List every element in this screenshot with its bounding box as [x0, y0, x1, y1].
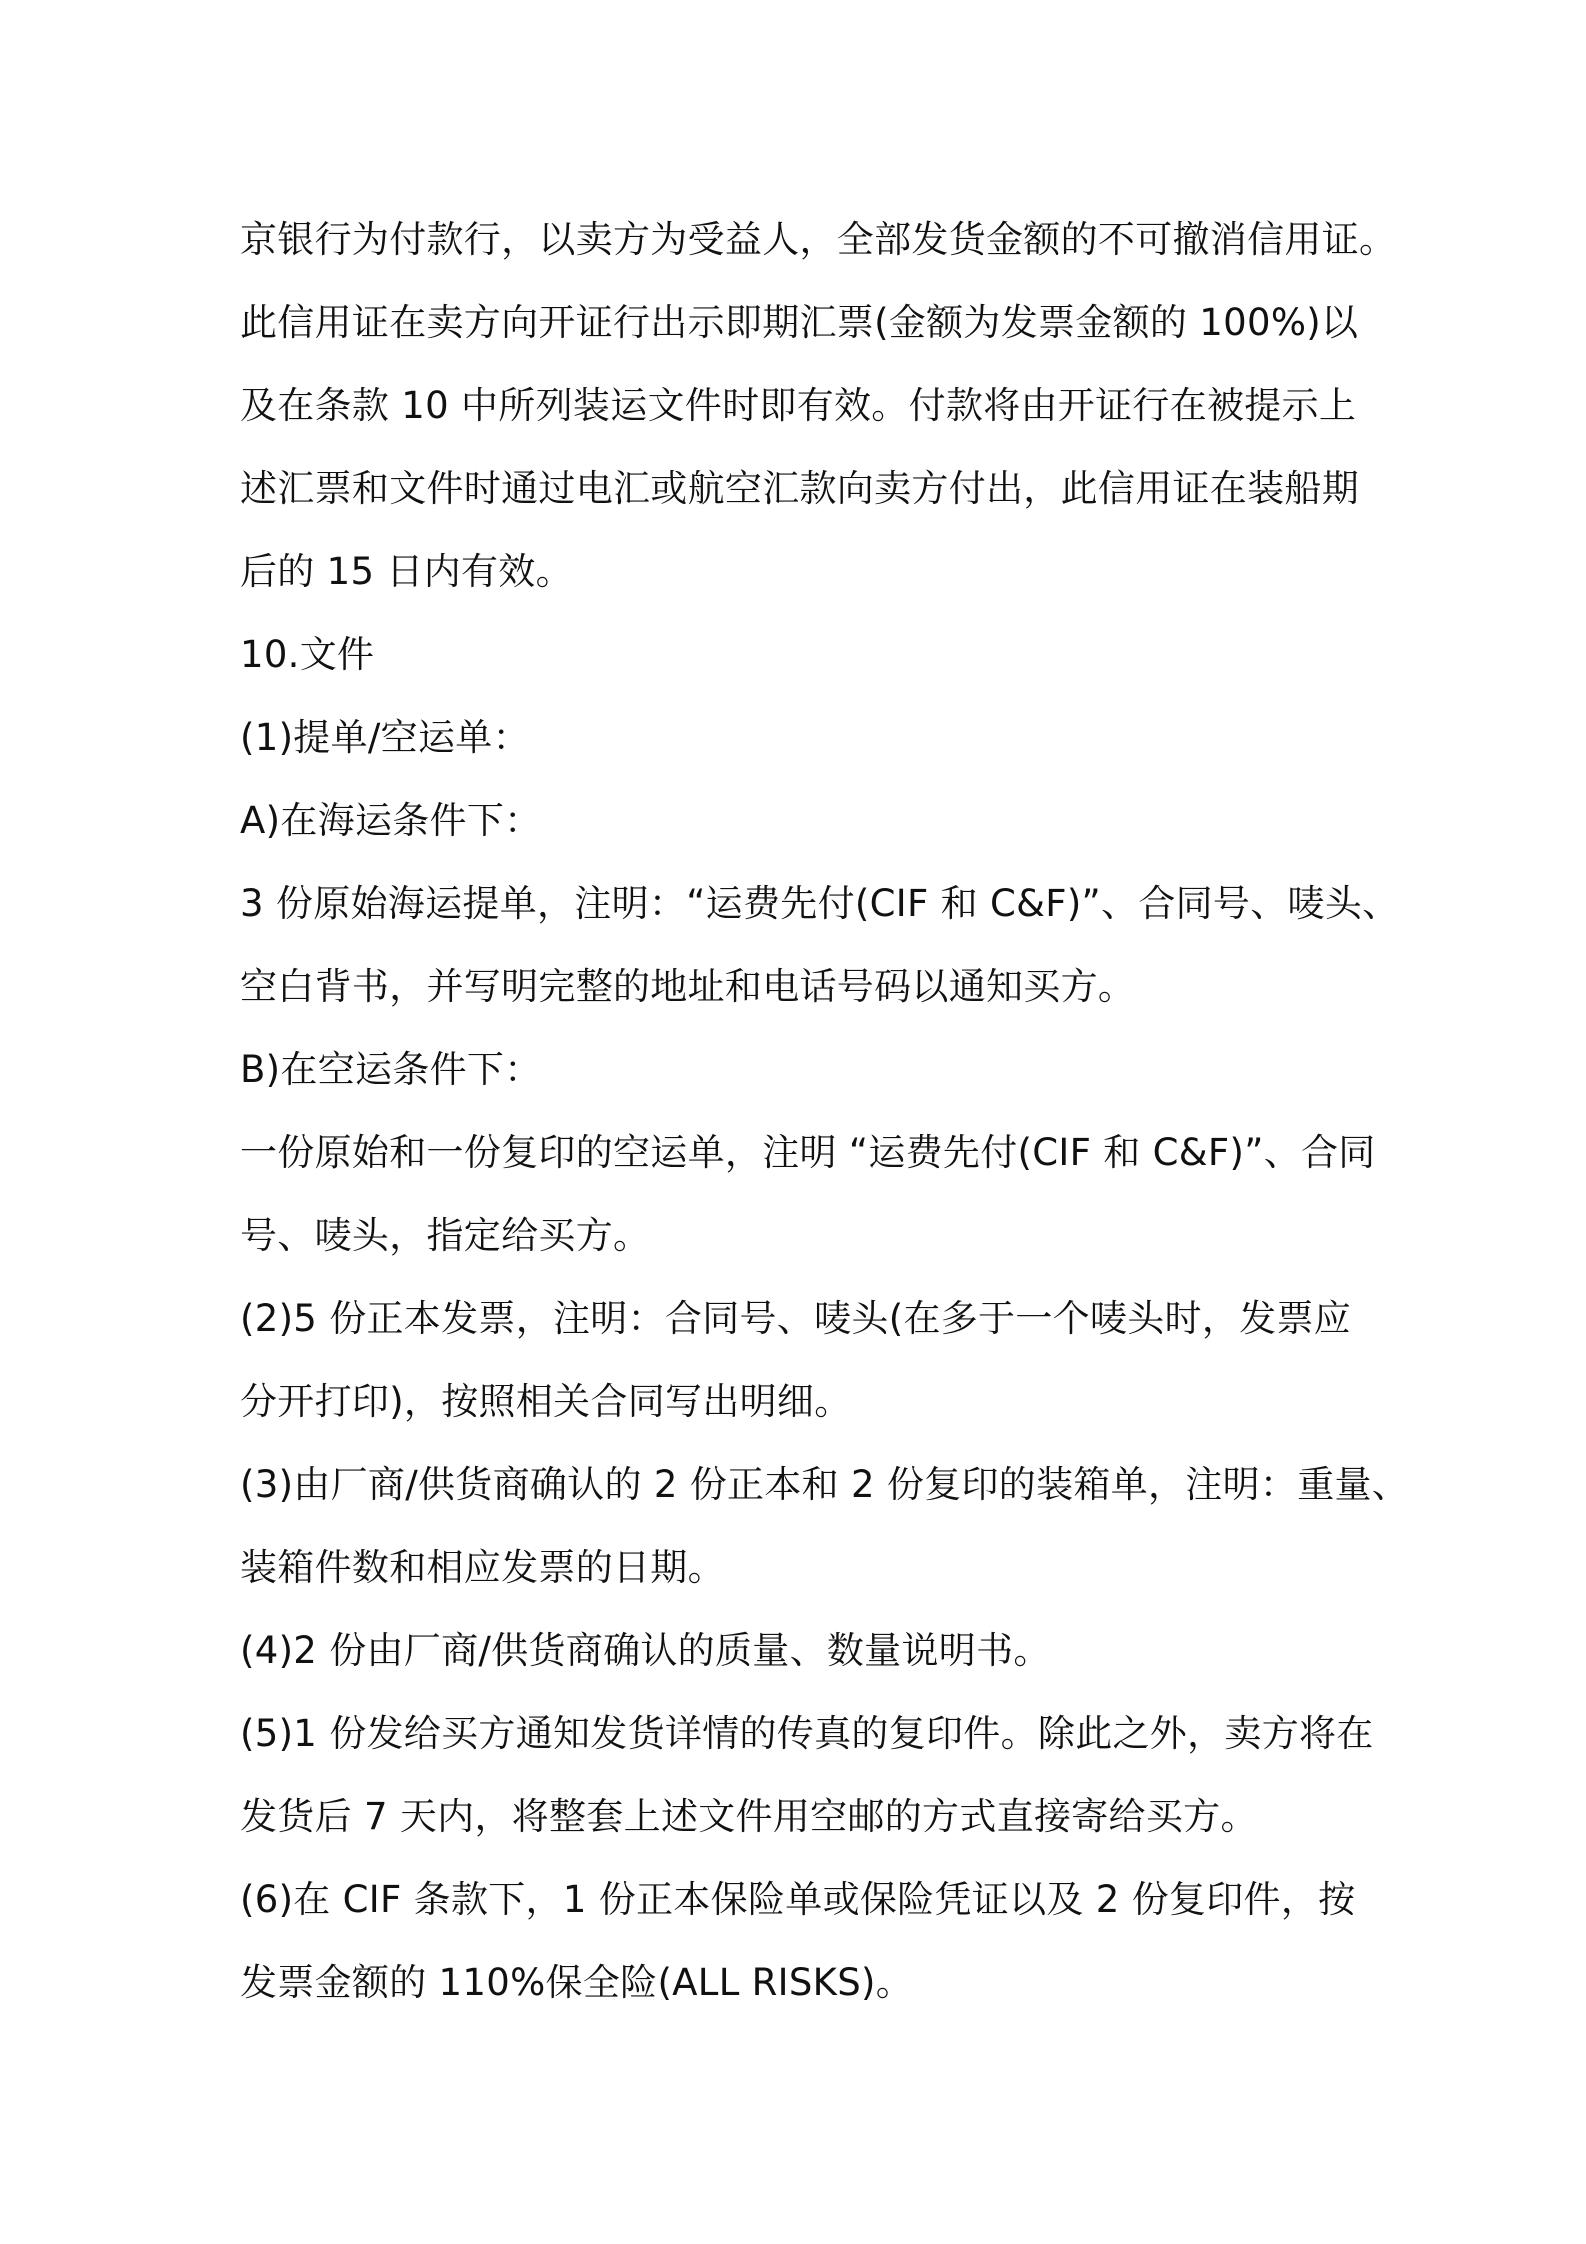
text-line: 3 份原始海运提单，注明：“运费先付(CIF 和 C&F)”、合同号、唛头、 [240, 882, 1400, 925]
subsection-heading: (1)提单/空运单： [240, 716, 530, 759]
text-line: 装箱件数和相应发票的日期。 [240, 1546, 725, 1589]
text-line: 后的 15 日内有效。 [240, 550, 573, 593]
text-line: 分开打印)，按照相关合同写出明细。 [240, 1380, 852, 1423]
section-heading: 10.文件 [240, 633, 375, 676]
text-line: (2)5 份正本发票，注明：合同号、唛头(在多于一个唛头时，发票应 [240, 1297, 1352, 1340]
text-line: 发票金额的 110%保全险(ALL RISKS)。 [240, 1961, 914, 2004]
text-line: 空白背书，并写明完整的地址和电话号码以通知买方。 [240, 965, 1136, 1008]
subsection-heading: A)在海运条件下： [240, 799, 542, 842]
text-line: (4)2 份由厂商/供货商确认的质量、数量说明书。 [240, 1629, 1051, 1672]
text-line: 京银行为付款行，以卖方为受益人，全部发货金额的不可撤消信用证。 [240, 218, 1397, 261]
text-line: 号、唛头，指定给买方。 [240, 1214, 651, 1257]
text-line: (5)1 份发给买方通知发货详情的传真的复印件。除此之外，卖方将在 [240, 1712, 1374, 1755]
text-line: 此信用证在卖方向开证行出示即期汇票(金额为发票金额的 100%)以 [240, 301, 1359, 344]
subsection-heading: B)在空运条件下： [240, 1048, 542, 1091]
text-line: 及在条款 10 中所列装运文件时即有效。付款将由开证行在被提示上 [240, 384, 1357, 427]
text-line: 述汇票和文件时通过电汇或航空汇款向卖方付出，此信用证在装船期 [240, 467, 1359, 510]
text-line: 发货后 7 天内，将整套上述文件用空邮的方式直接寄给买方。 [240, 1795, 1258, 1838]
text-line: (6)在 CIF 条款下，1 份正本保险单或保险凭证以及 2 份复印件，按 [240, 1878, 1356, 1921]
text-line: (3)由厂商/供货商确认的 2 份正本和 2 份复印的装箱单，注明：重量、 [240, 1463, 1410, 1506]
text-line: 一份原始和一份复印的空运单，注明 “运费先付(CIF 和 C&F)”、合同 [240, 1131, 1376, 1174]
document-body [240, 198, 1410, 2024]
